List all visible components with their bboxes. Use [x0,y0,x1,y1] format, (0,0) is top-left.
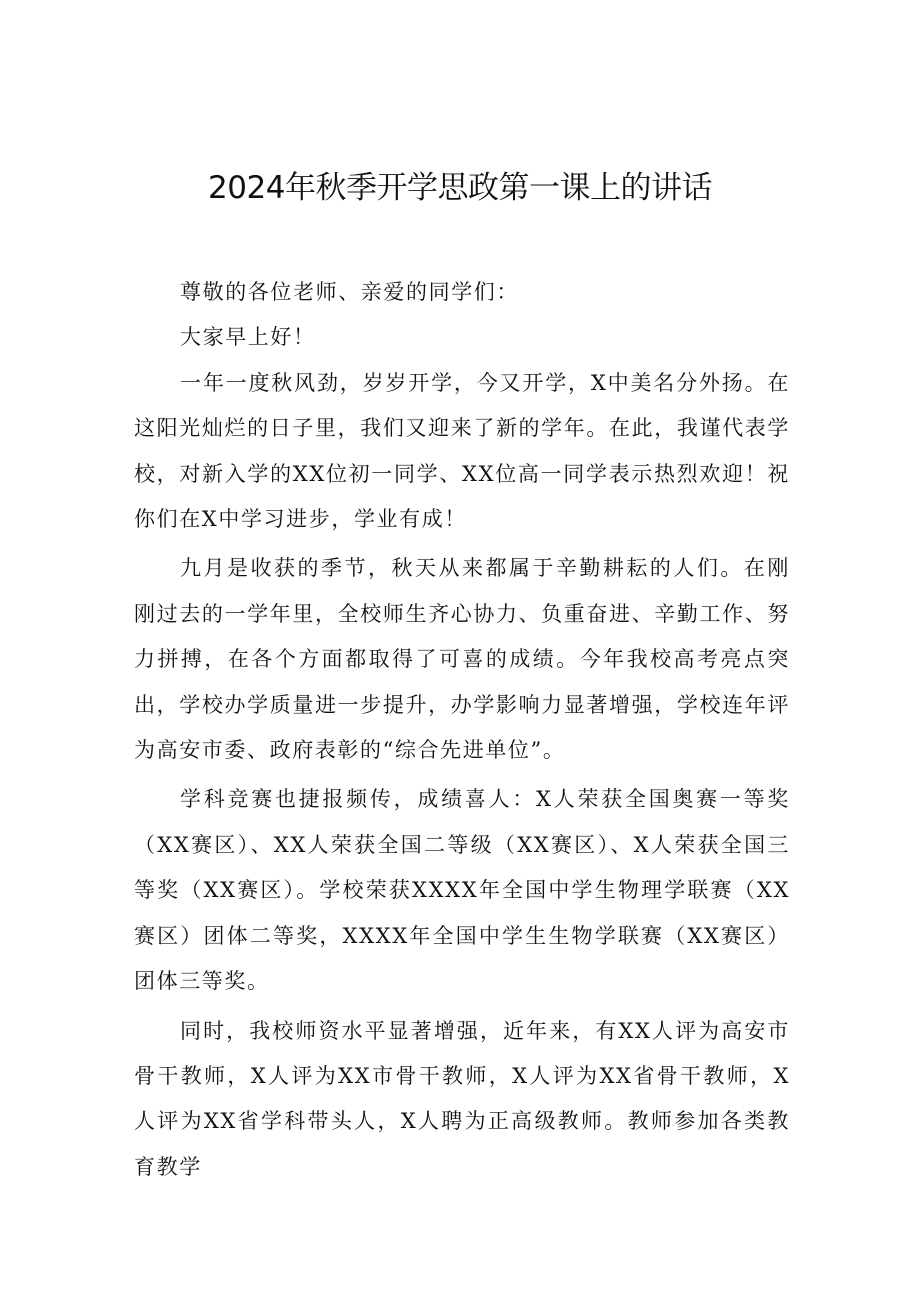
document-body [134,270,790,1190]
paragraph-achievements: 九月是收获的季节，秋天从来都属于辛勤耕耘的人们。在刚刚过去的一学年里，全校师生齐心协力、负重奋进、辛勤工作、努力拼搏，在各个方面都取得了可喜的成绩。今年我校高考亮点突出，学校办学质量进一步提升，办学影响力显著增强，学校连年评为高安市委、政府表彰的“综合先进单位”。 [134,556,790,763]
paragraph-opening: 一年一度秋风劲，岁岁开学，今又开学，X中美名分外扬。在这阳光灿烂的日子里，我们又迎来了新的学年。在此，我谨代表学校，对新入学的XX位初一同学、XX位高一同学表示热烈欢迎！祝你们在X中学习进步，学业有成！ [134,370,790,532]
paragraph-teachers: 同时，我校师资水平显著增强，近年来，有XX人评为高安市骨干教师，X人评为XX市骨干教师，X人评为XX省骨干教师，X人评为XX省学科带头人，X人聘为正高级教师。教师参加各类教育教学 [134,1018,790,1179]
paragraph-competitions: 学科竞赛也捷报频传，成绩喜人：X人荣获全国奥赛一等奖（XX赛区）、XX人荣获全国二等级（XX赛区）、X人荣获全国三等奖（XX赛区）。学校荣获XXXX年全国中学生物理学联赛（XX赛区）团体二等奖，XXXX年全国中学生生物学联赛（XX赛区）团体三等奖。 [134,787,790,994]
greeting: 大家早上好！ [180,325,316,350]
document-title: 2024年秋季开学思政第一课上的讲话 [208,170,712,206]
salutation: 尊敬的各位老师、亲爱的同学们： [180,280,519,304]
